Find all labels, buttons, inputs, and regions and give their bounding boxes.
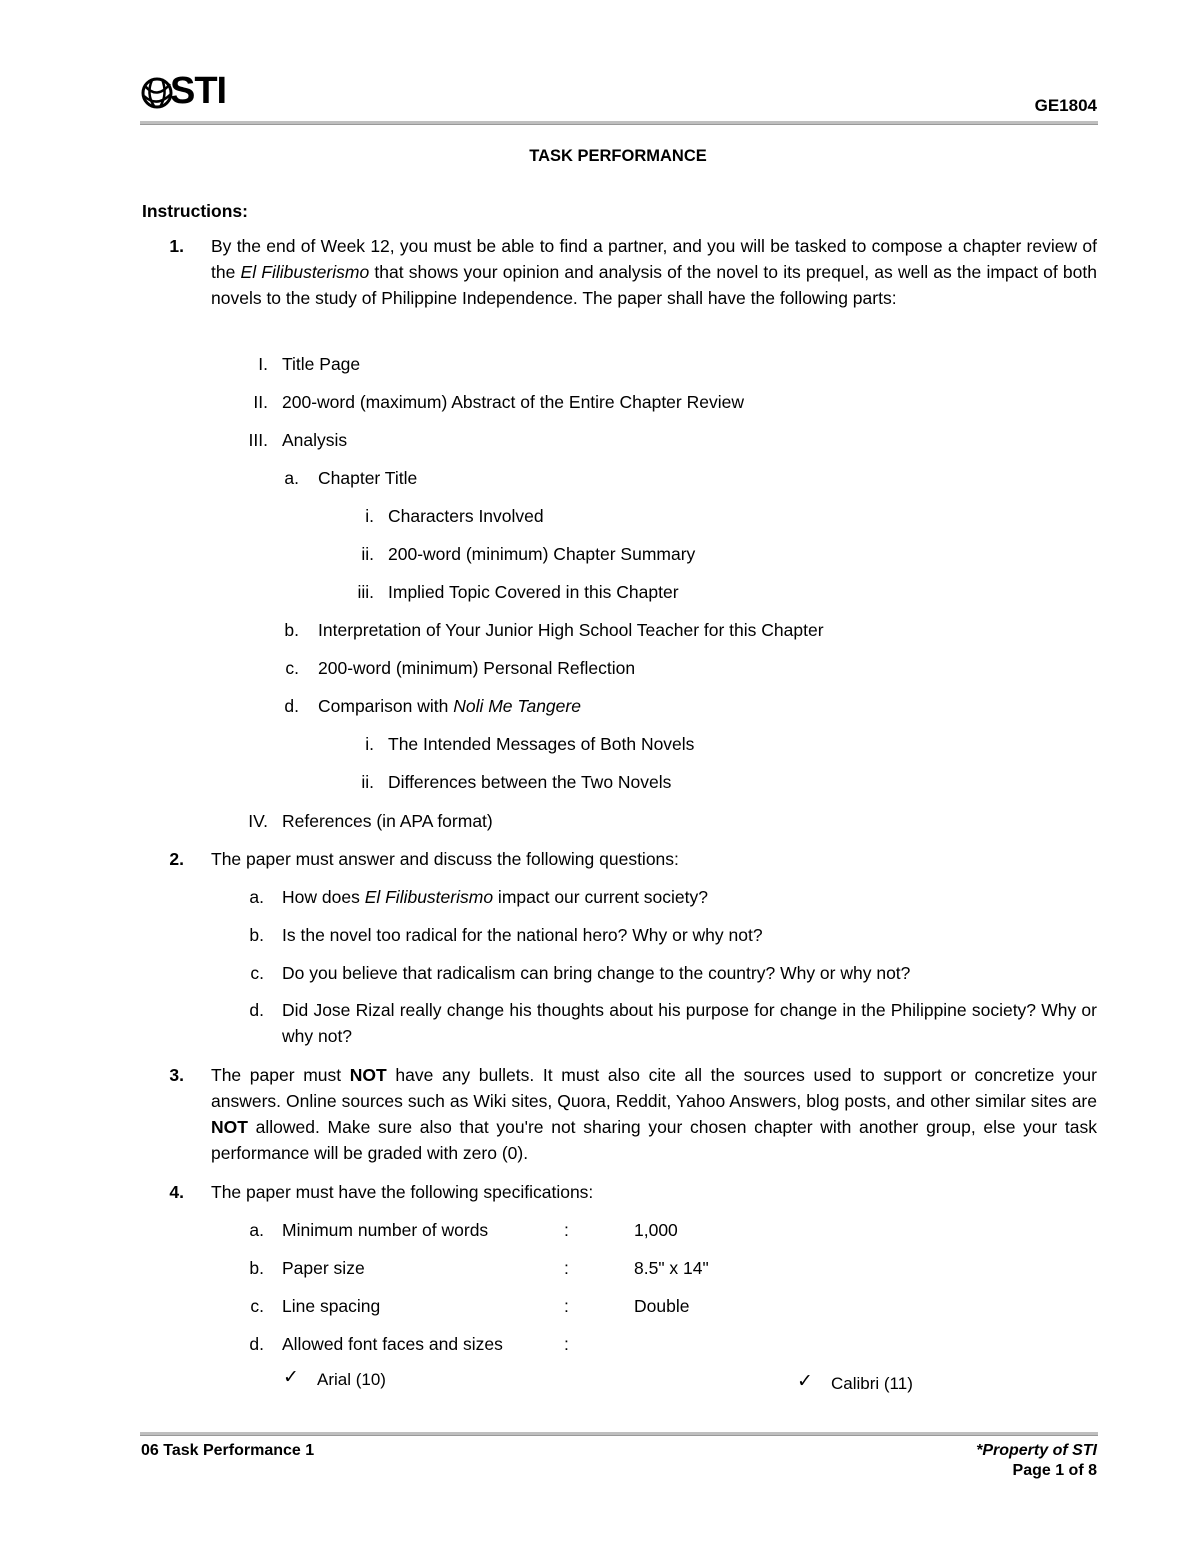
item-2-number: 2. — [169, 849, 184, 869]
item-3-text: The paper must NOT have any bullets. It must also cite all the sources used to support or concretize your answers. Online sources such as Wiki sites, Quora, Reddit, Yahoo Answers, blog posts, and other similar sites are NOT allowed. Make sure also that you're not sharing your chosen chapter with another group, else your task performance will be graded with zero (0). — [211, 1065, 1097, 1163]
spec-marker: d. — [249, 1334, 264, 1354]
footer-doc-name: 06 Task Performance 1 — [141, 1442, 315, 1459]
spec-marker: b. — [249, 1258, 264, 1278]
analysis-label: Chapter Title — [318, 468, 418, 488]
question-marker: a. — [249, 887, 264, 907]
item-3-number: 3. — [169, 1065, 184, 1085]
part-label: 200-word (maximum) Abstract of the Entire Chapter Review — [282, 392, 744, 412]
spec-marker: a. — [249, 1220, 264, 1240]
sub-label: 200-word (minimum) Chapter Summary — [388, 544, 696, 564]
analysis-label: 200-word (minimum) Personal Reflection — [318, 658, 636, 678]
spec-separator: : — [564, 1334, 569, 1354]
sub-label: The Intended Messages of Both Novels — [388, 734, 695, 754]
footer-divider — [140, 1432, 1098, 1436]
item-4-text: The paper must have the following specifications: — [211, 1182, 594, 1202]
course-code: GE1804 — [1034, 96, 1097, 115]
logo-text: STI — [170, 70, 227, 112]
item-1-number: 1. — [169, 236, 184, 256]
question-text: Do you believe that radicalism can bring change to the country? Why or why not? — [282, 963, 911, 983]
checkmark-icon: ✓ — [797, 1371, 813, 1392]
analysis-label: Comparison with Noli Me Tangere — [318, 696, 581, 716]
part-label: Title Page — [282, 354, 361, 374]
sub-marker: ii. — [361, 544, 374, 564]
sub-marker: i. — [365, 506, 374, 526]
sub-marker: ii. — [361, 772, 374, 792]
part-label: References (in APA format) — [282, 811, 493, 831]
header-divider — [140, 121, 1098, 125]
part-marker: I. — [258, 354, 268, 374]
checkmark-icon: ✓ — [283, 1367, 299, 1388]
footer-page-number: Page 1 of 8 — [1012, 1462, 1097, 1479]
footer-property: *Property of STI — [976, 1442, 1097, 1459]
item-2-text: The paper must answer and discuss the following questions: — [211, 849, 679, 869]
font-option: Calibri (11) — [831, 1374, 913, 1393]
question-marker: b. — [249, 925, 264, 945]
sub-label: Implied Topic Covered in this Chapter — [388, 582, 679, 602]
item-4-number: 4. — [169, 1182, 184, 1202]
analysis-marker: b. — [284, 620, 299, 640]
sti-logo — [140, 72, 250, 112]
question-text: How does El Filibusterismo impact our current society? — [282, 887, 709, 907]
page-title: TASK PERFORMANCE — [529, 147, 707, 165]
part-label: Analysis — [282, 430, 348, 450]
analysis-label: Interpretation of Your Junior High School Teacher for this Chapter — [318, 620, 824, 640]
item-1-text: By the end of Week 12, you must be able to find a partner, and you will be tasked to compose a chapter review of the El Filibusterismo that shows your opinion and analysis of the novel to its prequel, as well as the impact of both novels to the study of Philippine Independence. The paper shall have the following parts: — [211, 236, 1097, 308]
spec-value: 8.5" x 14" — [634, 1258, 709, 1278]
sub-label: Differences between the Two Novels — [388, 772, 672, 792]
spec-marker: c. — [250, 1296, 264, 1316]
spec-value: Double — [634, 1296, 690, 1316]
question-marker: d. — [249, 1000, 264, 1020]
spec-label: Paper size — [282, 1258, 365, 1278]
spec-value: 1,000 — [634, 1220, 678, 1240]
analysis-marker: d. — [284, 696, 299, 716]
part-marker: II. — [253, 392, 268, 412]
font-option: Arial (10) — [317, 1370, 386, 1389]
spec-separator: : — [564, 1258, 569, 1278]
question-text: Did Jose Rizal really change his thoughts about his purpose for change in the Philippine society? Why or why not? — [282, 1000, 1097, 1046]
part-marker: IV. — [248, 811, 268, 831]
spec-label: Line spacing — [282, 1296, 381, 1316]
instructions-label: Instructions: — [142, 201, 248, 221]
sub-marker: iii. — [357, 582, 374, 602]
question-marker: c. — [250, 963, 264, 983]
globe-icon — [140, 72, 174, 112]
question-text: Is the novel too radical for the national hero? Why or why not? — [282, 925, 763, 945]
part-marker: III. — [248, 430, 268, 450]
spec-label: Allowed font faces and sizes — [282, 1334, 503, 1354]
spec-separator: : — [564, 1220, 569, 1240]
spec-label: Minimum number of words — [282, 1220, 489, 1240]
analysis-marker: c. — [285, 658, 299, 678]
sub-label: Characters Involved — [388, 506, 544, 526]
analysis-marker: a. — [284, 468, 299, 488]
sub-marker: i. — [365, 734, 374, 754]
spec-separator: : — [564, 1296, 569, 1316]
